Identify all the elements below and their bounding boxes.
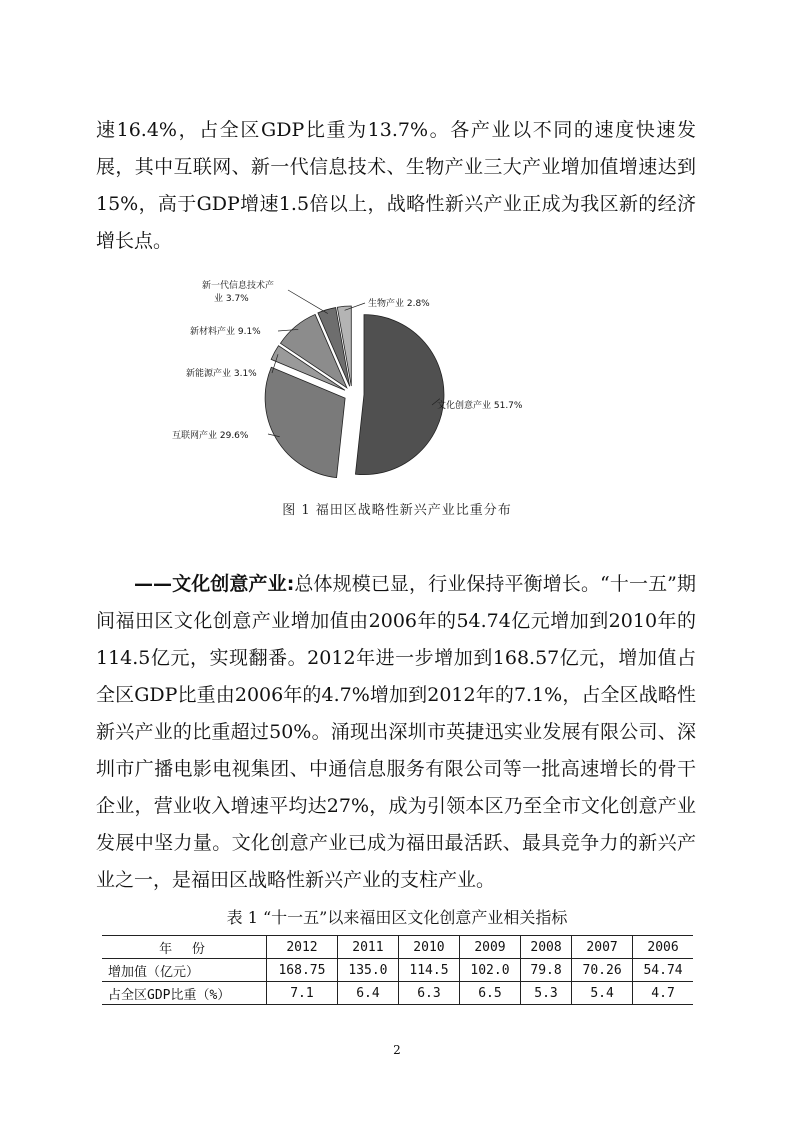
table-cell: 79.8 bbox=[520, 959, 571, 982]
table-cell: 5.3 bbox=[520, 982, 571, 1005]
table-header-cell: 2009 bbox=[459, 936, 520, 959]
slice-label-0: 文化创意产业 51.7% bbox=[437, 401, 523, 411]
slice-label-1: 互联网产业 29.6% bbox=[172, 431, 249, 441]
table-header-cell: 2006 bbox=[633, 936, 693, 959]
table-cell: 5.4 bbox=[572, 982, 633, 1005]
table-header-cell: 2011 bbox=[337, 936, 398, 959]
table-cell: 增加值（亿元） bbox=[102, 959, 267, 982]
section-text: 总体规模已显，行业保持平衡增长。“十一五”期间福田区文化创意产业增加值由2006年的54.74亿元增加到2010年的114.5亿元，实现翻番。2012年进一步增加到168.57亿元，增加值占全区GDP比重由2006年的4.7%增加到2012年的7.1%，占全区战略性新兴产业的比重超过50%。涌现出深圳市英捷迅实业发展有限公司、深圳市广播电影电视集团、中通信息服务有限公司等一批高速增长的骨干企业，营业收入增速平均达27%，成为引领本区乃至全市文化创意产业发展中坚力量。文化创意产业已成为福田最活跃、最具竞争力的新兴产业之一，是福田区战略性新兴产业的支柱产业。 bbox=[96, 573, 696, 891]
table-cell: 70.26 bbox=[572, 959, 633, 982]
table-cell: 6.4 bbox=[337, 982, 398, 1005]
table-cell: 114.5 bbox=[398, 959, 459, 982]
slice-label-4: 新一代信息技术产 bbox=[202, 281, 275, 291]
table-cell: 102.0 bbox=[459, 959, 520, 982]
slice-label-4-line2: 业 3.7% bbox=[214, 294, 249, 304]
table-row bbox=[102, 982, 693, 1005]
pie-chart bbox=[150, 268, 570, 493]
table-cell: 7.1 bbox=[267, 982, 338, 1005]
slice-label-3: 新材料产业 9.1% bbox=[190, 327, 261, 337]
table-cell: 4.7 bbox=[633, 982, 693, 1005]
table-header-row bbox=[102, 936, 693, 959]
slice-label-5: 生物产业 2.8% bbox=[368, 299, 430, 309]
table-row bbox=[102, 959, 693, 982]
body-paragraph-1: 速16.4%，占全区GDP比重为13.7%。各产业以不同的速度快速发展，其中互联网、新一代信息技术、生物产业三大产业增加值增速达到15%，高于GDP增速1.5倍以上，战略性新兴产业正成为我区新的经济增长点。 bbox=[96, 119, 696, 252]
pie-slice-0 bbox=[355, 315, 444, 475]
table-header-cell: 2007 bbox=[572, 936, 633, 959]
table-header-cell: 2010 bbox=[398, 936, 459, 959]
table-cell: 135.0 bbox=[337, 959, 398, 982]
table-cell: 6.5 bbox=[459, 982, 520, 1005]
body-paragraph-2 bbox=[96, 566, 696, 899]
table-cell: 占全区GDP比重（%） bbox=[102, 982, 267, 1005]
table-cell: 54.74 bbox=[633, 959, 693, 982]
table-caption: 表 1 “十一五”以来福田区文化创意产业相关指标 bbox=[226, 908, 568, 927]
page-number: 2 bbox=[393, 1043, 401, 1057]
indicator-table bbox=[102, 935, 693, 1005]
leader-line-4 bbox=[288, 290, 328, 314]
table-header-cell: 2012 bbox=[267, 936, 338, 959]
table-cell: 168.75 bbox=[267, 959, 338, 982]
figure-caption: 图 1 福田区战略性新兴产业比重分布 bbox=[282, 503, 512, 518]
section-lead: ——文化创意产业: bbox=[134, 573, 295, 595]
slice-label-2: 新能源产业 3.1% bbox=[186, 369, 257, 379]
table-cell: 6.3 bbox=[398, 982, 459, 1005]
table-header-cell: 年 份 bbox=[102, 936, 267, 959]
table-header-cell: 2008 bbox=[520, 936, 571, 959]
